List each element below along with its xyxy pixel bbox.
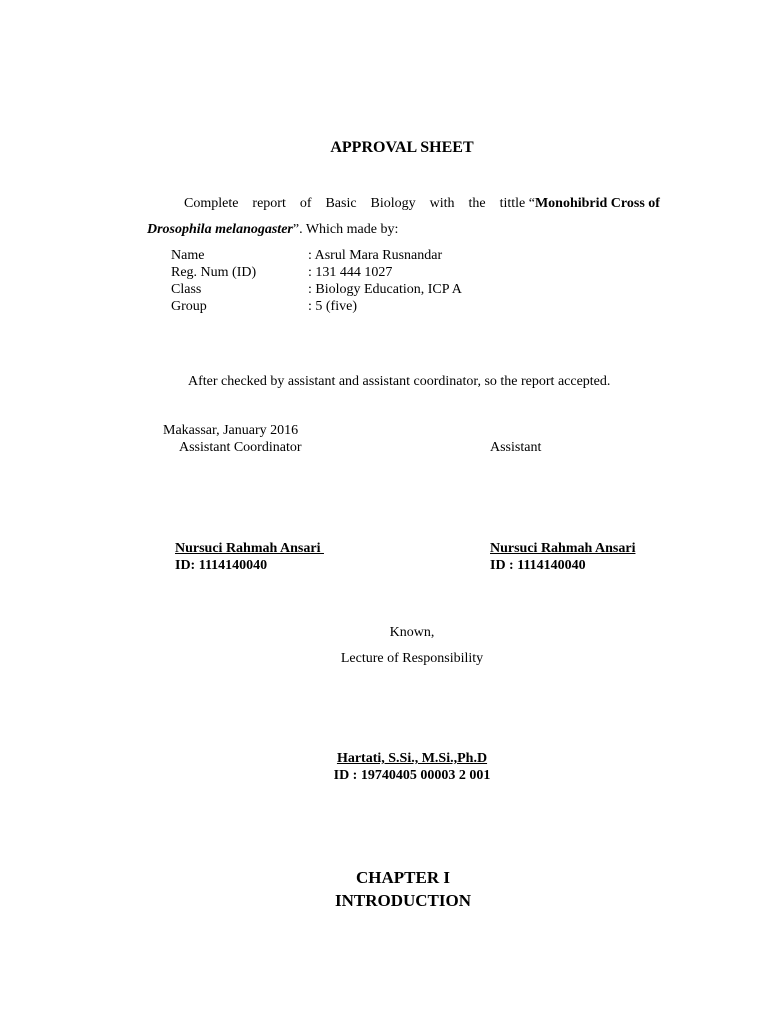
student-info xyxy=(171,247,462,315)
lecture-role: Lecture of Responsibility xyxy=(340,651,484,666)
assistant-id: ID : 1114140040 xyxy=(490,558,586,573)
info-label: Name xyxy=(171,248,205,263)
intro-word: the xyxy=(468,196,486,211)
intro-line-1 xyxy=(184,196,660,212)
info-row-class xyxy=(171,281,462,298)
info-row-group xyxy=(171,298,462,315)
intro-word: Basic xyxy=(325,196,357,211)
acceptance-statement: After checked by assistant and assistant coordinator, so the report accepted. xyxy=(188,374,611,389)
place-date: Makassar, January 2016 xyxy=(163,423,299,438)
assistant-name: Nursuci Rahmah Ansari xyxy=(490,541,636,556)
info-label: Class xyxy=(171,282,202,297)
info-value: : Asrul Mara Rusnandar xyxy=(308,248,443,263)
chapter-number: CHAPTER I xyxy=(356,868,450,887)
info-value: : Biology Education, ICP A xyxy=(308,282,462,297)
info-value: : 5 (five) xyxy=(308,299,357,314)
lecturer-name: Hartati, S.Si., M.Si.,Ph.D xyxy=(336,751,488,766)
coordinator-role: Assistant Coordinator xyxy=(179,440,302,455)
intro-word: report xyxy=(252,196,286,211)
lecturer-id: ID : 19740405 00003 2 001 xyxy=(333,768,491,783)
report-title-part-1: Monohibrid Cross of xyxy=(534,196,660,211)
intro-word: of xyxy=(299,196,312,211)
known-label: Known, xyxy=(389,625,435,640)
intro-word: Biology xyxy=(370,196,416,211)
info-label: Reg. Num (ID) xyxy=(171,265,257,280)
info-value: : 131 444 1027 xyxy=(308,265,393,280)
chapter-title: INTRODUCTION xyxy=(334,891,472,910)
intro-word: Complete xyxy=(184,196,239,211)
coordinator-name: Nursuci Rahmah Ansari xyxy=(175,541,324,556)
intro-line-2 xyxy=(147,222,398,238)
assistant-role: Assistant xyxy=(490,440,542,455)
approval-title: APPROVAL SHEET xyxy=(330,139,474,156)
intro-word: tittle “Monohibrid Cross of xyxy=(499,196,660,211)
info-label: Group xyxy=(171,299,207,314)
report-title-part-2: Drosophila melanogaster xyxy=(147,222,293,237)
intro-word: with xyxy=(429,196,455,211)
coordinator-id: ID: 1114140040 xyxy=(175,558,268,573)
intro-tail: ”. Which made by: xyxy=(292,222,399,237)
info-row-reg-num xyxy=(171,264,462,281)
info-row-name xyxy=(171,247,462,264)
